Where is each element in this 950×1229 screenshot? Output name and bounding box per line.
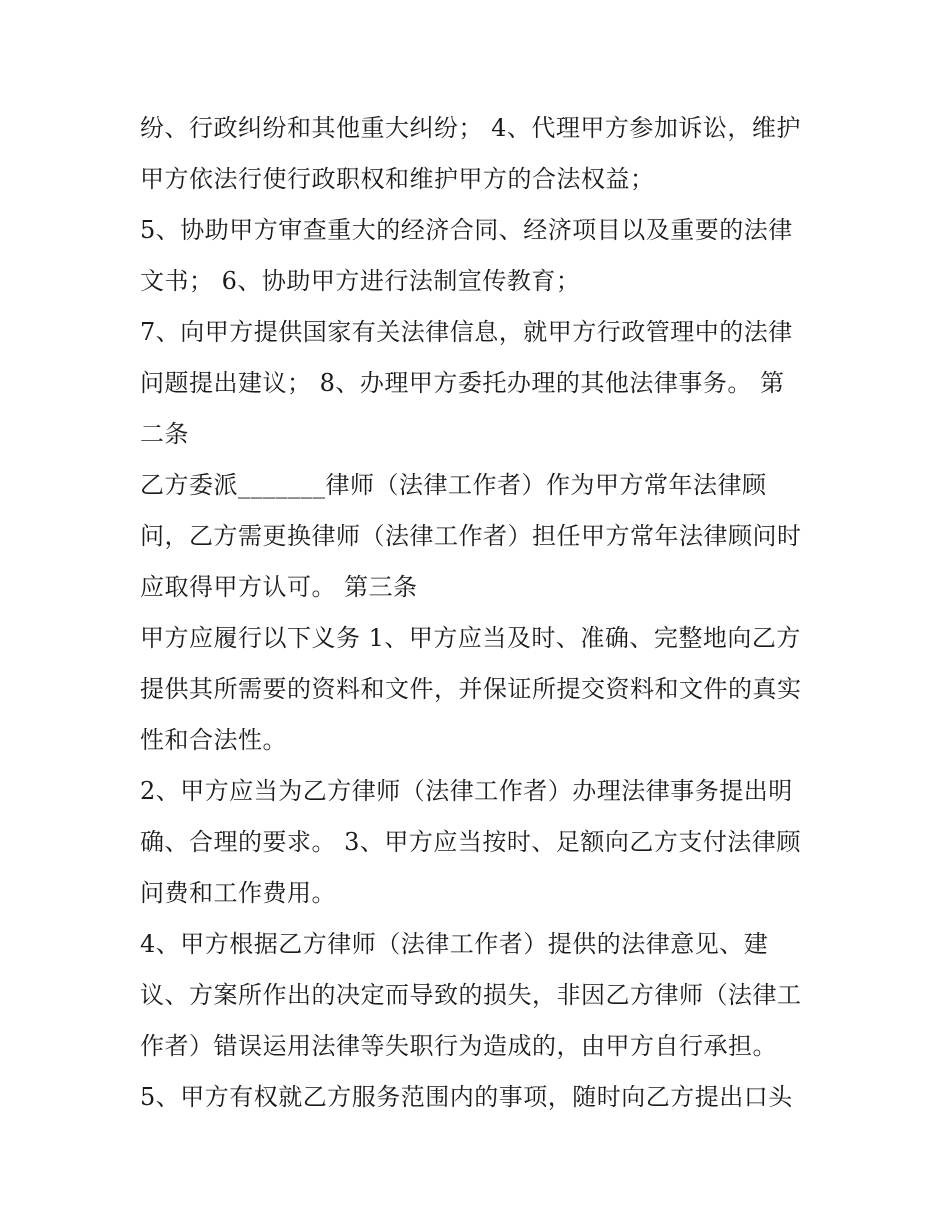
text-line: 甲方应履行以下义务 1、甲方应当及时、准确、完整地向乙方 (140, 624, 801, 652)
text-line: 提供其所需要的资料和文件，并保证所提交资料和文件的真实 (140, 675, 802, 703)
text-line: 乙方委派_______律师（法律工作者）作为甲方常年法律顾 (140, 471, 767, 499)
text-line: 问，乙方需更换律师（法律工作者）担任甲方常年法律顾问时 (140, 522, 802, 550)
text-line: 2、甲方应当为乙方律师（法律工作者）办理法律事务提出明 (140, 777, 793, 805)
text-line: 作者）错误运用法律等失职行为造成的，由甲方自行承担。 (140, 1032, 777, 1060)
text-line: 5、协助甲方审查重大的经济合同、经济项目以及重要的法律 (140, 216, 793, 244)
text-line: 确、合理的要求。 3、甲方应当按时、足额向乙方支付法律顾 (140, 828, 801, 856)
text-line: 甲方依法行使行政职权和维护甲方的合法权益； (140, 165, 655, 193)
text-line: 问费和工作费用。 (140, 879, 336, 907)
document-body (140, 103, 840, 1123)
text-line: 纷、行政纠纷和其他重大纠纷； 4、代理甲方参加诉讼，维护 (140, 114, 801, 142)
text-line: 问题提出建议； 8、办理甲方委托办理的其他法律事务。 第 (140, 369, 785, 397)
text-line: 应取得甲方认可。 第三条 (140, 573, 418, 601)
text-line: 文书； 6、协助甲方进行法制宣传教育； (140, 267, 581, 295)
text-line: 5、甲方有权就乙方服务范围内的事项，随时向乙方提出口头 (140, 1083, 793, 1111)
text-line: 性和合法性。 (140, 726, 287, 754)
text-line: 二条 (140, 420, 189, 448)
text-line: 4、甲方根据乙方律师（法律工作者）提供的法律意见、建 (140, 930, 769, 958)
text-line: 议、方案所作出的决定而导致的损失，非因乙方律师（法律工 (140, 981, 802, 1009)
text-line: 7、向甲方提供国家有关法律信息，就甲方行政管理中的法律 (140, 318, 793, 346)
